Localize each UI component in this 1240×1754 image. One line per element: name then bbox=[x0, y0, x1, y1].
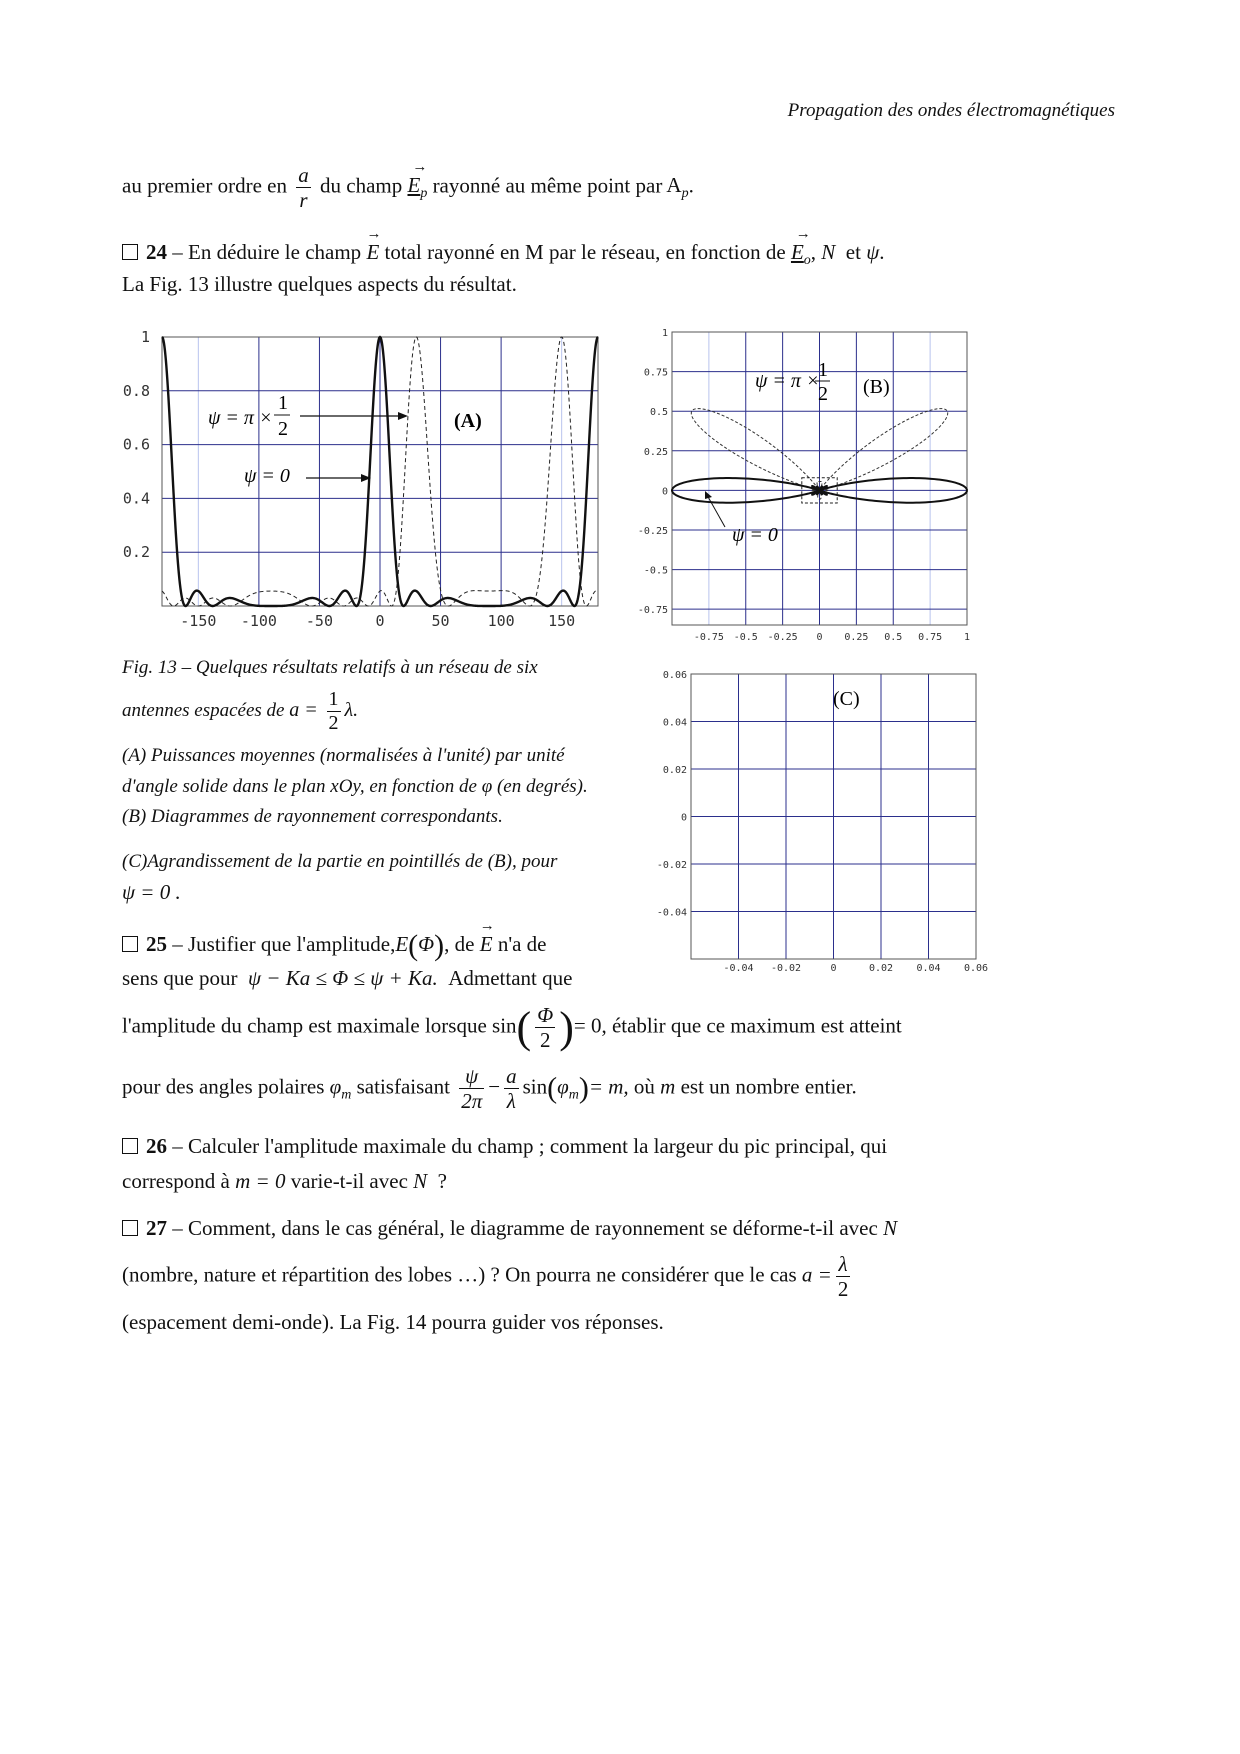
chart-b-label: (B) bbox=[863, 376, 890, 398]
chart-c-label: (C) bbox=[833, 688, 860, 710]
x-tick-label: 0.06 bbox=[963, 963, 989, 974]
chart-a-frac-den: 2 bbox=[278, 418, 288, 440]
intro-text: au premier ordre en bbox=[122, 173, 287, 198]
x-tick-label: 100 bbox=[487, 612, 515, 630]
question-25-line-2: sens que pour ψ − Ka ≤ Φ ≤ ψ + Ka. Admettant que bbox=[122, 966, 573, 990]
chart-b bbox=[628, 325, 983, 650]
x-tick-label: 0 bbox=[375, 612, 385, 630]
x-tick-label: 0.25 bbox=[844, 632, 869, 643]
x-tick-label: -100 bbox=[240, 612, 277, 630]
y-tick-label: 0.5 bbox=[649, 407, 668, 419]
A-p: $A_p$ bbox=[666, 173, 689, 202]
chart-a-psi-half: ψ = π × bbox=[208, 407, 273, 429]
chart-a-frac-num: 1 bbox=[278, 392, 288, 414]
y-tick-label: 0.06 bbox=[662, 670, 687, 681]
fig-caption-spacing: antennes espacées de a = $\frac{1}{2}$ λ. bbox=[122, 688, 359, 734]
vector-Ep: → $E_p$ bbox=[407, 169, 427, 202]
x-tick-label: 0.5 bbox=[884, 632, 903, 643]
y-tick-label: 1 bbox=[140, 328, 150, 346]
fig-caption-a-2: d'angle solide dans le plan xOy, en fonction de φ (en degrés). bbox=[122, 776, 588, 797]
checkbox-icon bbox=[122, 936, 138, 952]
vector-E: → E bbox=[480, 928, 493, 957]
y-tick-label: -0.02 bbox=[656, 860, 687, 871]
y-tick-label: 0.6 bbox=[122, 435, 150, 454]
chart-b-frac-num: 1 bbox=[818, 359, 828, 381]
chart-a-label: (A) bbox=[454, 410, 482, 432]
fig-caption-c-2: ψ = 0 . bbox=[122, 880, 181, 904]
checkbox-icon bbox=[122, 1220, 138, 1236]
y-tick-label: -0.25 bbox=[637, 525, 668, 537]
q24-text: – En déduire le champ bbox=[172, 240, 362, 264]
y-tick-label: 0.2 bbox=[122, 543, 150, 562]
fig-caption-a-1: (A) Puissances moyennes (normalisées à l'unité) par unité bbox=[122, 745, 565, 766]
x-tick-label: -0.25 bbox=[767, 632, 798, 643]
chart-a bbox=[120, 325, 615, 635]
y-tick-label: -0.75 bbox=[637, 605, 668, 617]
x-tick-label: 0.02 bbox=[868, 963, 894, 974]
chart-b-psi-zero-pointer bbox=[707, 495, 725, 527]
y-tick-label: -0.04 bbox=[656, 907, 687, 919]
checkbox-icon bbox=[122, 244, 138, 260]
chart-b-psi-zero: ψ = 0 bbox=[732, 524, 778, 546]
question-25-line-4: pour des angles polaires $\varphi_m$ satisfaisant $\frac{\psi}{2\pi}$ − $\frac{a}{\lambda}$ $\sin(\varphi_m)= m$, où m est un nombre entier. bbox=[122, 1064, 857, 1114]
intro-text-3: rayonné au même point par bbox=[432, 173, 663, 198]
x-tick-label: 50 bbox=[431, 612, 450, 630]
y-tick-label: -0.5 bbox=[643, 565, 668, 577]
x-tick-label: 0 bbox=[830, 963, 837, 974]
question-number: 24 bbox=[146, 240, 167, 264]
q24-text-2: total rayonné en M par le réseau, en fonction de bbox=[384, 240, 786, 264]
intro-text-2: du champ bbox=[320, 173, 403, 198]
y-tick-label: 0.8 bbox=[122, 381, 150, 400]
x-tick-label: -0.02 bbox=[770, 963, 802, 974]
x-tick-label: 0.04 bbox=[916, 963, 941, 974]
question-27-line-3: (espacement demi-onde). La Fig. 14 pourra guider vos réponses. bbox=[122, 1310, 664, 1334]
chart-c bbox=[640, 665, 995, 980]
question-27-line-1: 27 – Comment, dans le cas général, le diagramme de rayonnement se déforme-t-il avec N bbox=[122, 1216, 897, 1241]
chart-a-psi-zero: ψ = 0 bbox=[244, 465, 290, 487]
q24-line-2: La Fig. 13 illustre quelques aspects du résultat. bbox=[122, 272, 517, 296]
x-tick-label: 150 bbox=[548, 612, 576, 630]
intro-line: au premier ordre en $\frac{a}{r}$ du champ → $E_p$ rayonné au même point par $A_p$. bbox=[122, 163, 694, 212]
question-27-line-2: (nombre, nature et répartition des lobes …) ? On pourra ne considérer que le cas a = $\frac{\lambda}{2}$ bbox=[122, 1252, 849, 1302]
chart-b-frac-den: 2 bbox=[818, 383, 828, 405]
question-25-line-3: l'amplitude du champ est maximale lorsque sin( $\frac{\Phi}{2}$ )= 0, établir que ce maximum est atteint bbox=[122, 1002, 902, 1052]
x-tick-label: 0 bbox=[816, 632, 823, 643]
chart-a-arrowhead-half bbox=[398, 412, 408, 420]
fig-caption-c-1: (C)Agrandissement de la partie en pointillés de (B), pour bbox=[122, 851, 558, 872]
chart-b-psi-half: ψ = π × bbox=[755, 370, 820, 392]
fig-caption-title: Fig. 13 – Quelques résultats relatifs à un réseau de six bbox=[122, 657, 538, 678]
symbol-psi: ψ bbox=[866, 240, 880, 264]
symbol-N: N bbox=[821, 240, 836, 264]
y-tick-label: 0 bbox=[661, 486, 668, 498]
x-tick-label: 0.75 bbox=[918, 632, 943, 643]
fraction-a-over-r: $\frac{a}{r}$ bbox=[298, 163, 309, 213]
question-26-line-1: 26 – Calculer l'amplitude maximale du champ ; comment la largeur du pic principal, qui bbox=[122, 1134, 887, 1159]
x-tick-label: 1 bbox=[963, 632, 971, 643]
question-26-line-2: correspond à m = 0 varie-t-il avec N ? bbox=[122, 1169, 447, 1193]
x-tick-label: -150 bbox=[180, 612, 217, 630]
y-tick-label: 0.75 bbox=[643, 367, 668, 379]
question-24: 24 – En déduire le champ → E total rayonné en M par le réseau, en fonction de → $E_o$, N et ψ. bbox=[122, 236, 885, 269]
y-tick-label: 0 bbox=[680, 812, 687, 824]
y-tick-label: 0.04 bbox=[662, 717, 687, 729]
y-tick-label: 1 bbox=[661, 328, 668, 339]
vector-Eo: → $E_o$ bbox=[791, 236, 811, 269]
question-25-line-1: 25 – Justifier que l'amplitude,E(Φ), de → E n'a de bbox=[122, 928, 547, 963]
checkbox-icon bbox=[122, 1138, 138, 1154]
y-tick-label: 0.02 bbox=[662, 765, 687, 776]
x-tick-label: -50 bbox=[305, 612, 333, 630]
x-tick-label: -0.5 bbox=[733, 632, 758, 643]
y-tick-label: 0.4 bbox=[122, 489, 150, 508]
fig-caption-b: (B) Diagrammes de rayonnement correspondants. bbox=[122, 806, 503, 827]
x-tick-label: -0.04 bbox=[723, 963, 754, 974]
running-header: Propagation des ondes électromagnétiques bbox=[787, 100, 1115, 121]
vector-E: → E bbox=[366, 236, 379, 265]
x-tick-label: -0.75 bbox=[693, 632, 724, 643]
y-tick-label: 0.25 bbox=[643, 446, 668, 458]
